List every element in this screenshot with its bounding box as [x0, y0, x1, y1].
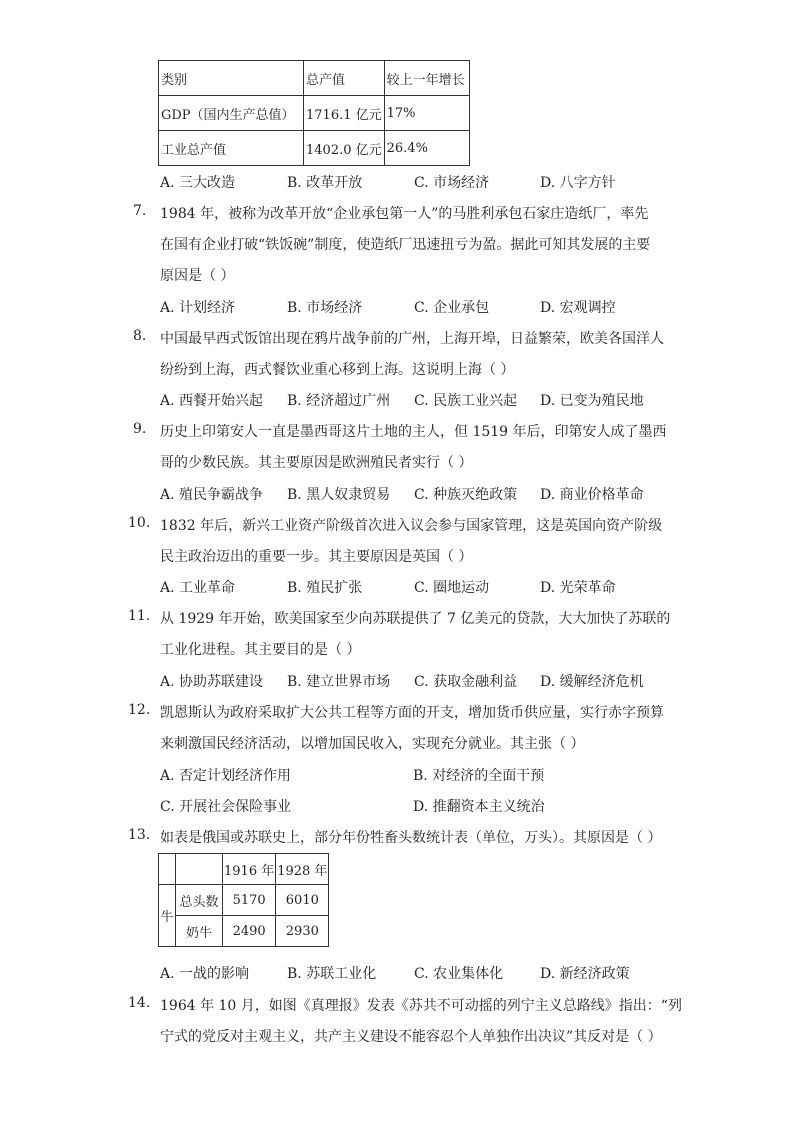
option-a: A. 三大改造 — [160, 175, 236, 191]
question-number: 13. — [128, 827, 151, 843]
question-text-line: 原因是（ ） — [160, 268, 235, 284]
question-text-line: 如表是俄国或苏联史上，部分年份牲畜头数统计表（单位，万头）。其原因是（ ） — [160, 830, 662, 846]
question-text-line: 凯恩斯认为政府采取扩大公共工程等方面的开支，增加货币供应量，实行赤字预算 — [160, 705, 664, 721]
livestock-table — [158, 853, 329, 947]
question-number: 9. — [133, 421, 147, 437]
option-b: B. 对经济的全面干预 — [413, 768, 545, 784]
option-b: B. 改革开放 — [287, 175, 363, 191]
option-c: C. 农业集体化 — [414, 966, 504, 982]
table-cell: 6010 — [276, 885, 329, 916]
option-b: B. 殖民扩张 — [287, 580, 363, 596]
question-text-line: 1984 年，被称为改革开放“企业承包第一人”的马胜利承包石家庄造纸厂，率先 — [160, 206, 649, 222]
option-c: C. 圈地运动 — [414, 580, 490, 596]
option-b: B. 黑人奴隶贸易 — [287, 487, 391, 503]
question-text-line: 来刺激国民经济活动，以增加国民收入，实现充分就业。其主张（ ） — [160, 736, 585, 752]
option-d: D. 商业价格革命 — [540, 487, 644, 503]
option-c: C. 获取金融利益 — [414, 674, 518, 690]
table-cell: 1402.0 亿元 — [304, 131, 385, 166]
question-text-line: 1832 年后，新兴工业资产阶级首次进入议会参与国家管理，这是英国向资产阶级 — [160, 518, 663, 534]
option-c: C. 种族灭绝政策 — [414, 487, 518, 503]
question-number: 10. — [128, 515, 151, 531]
option-c: C. 民族工业兴起 — [414, 393, 518, 409]
table-cell: 26.4% — [384, 131, 469, 166]
option-a: A. 一战的影响 — [160, 966, 250, 982]
table-row — [159, 916, 329, 947]
option-c: C. 市场经济 — [414, 175, 490, 191]
option-b: B. 市场经济 — [287, 300, 363, 316]
table-cell: 1716.1 亿元 — [304, 96, 385, 131]
question-number: 11. — [128, 608, 151, 624]
table-row — [159, 885, 329, 916]
question-text-line: 工业化进程。其主要目的是（ ） — [160, 642, 361, 658]
table-header-cell: 1916 年 — [223, 854, 276, 885]
question-text-line: 从 1929 年开始，欧美国家至少向苏联提供了 7 亿美元的贷款，大大加快了苏联的 — [160, 611, 671, 627]
table-cell: GDP（国内生产总值） — [159, 96, 304, 131]
option-b: B. 建立世界市场 — [287, 674, 391, 690]
table-empty-cell — [176, 854, 223, 885]
question-number: 14. — [128, 995, 151, 1011]
option-a: A. 殖民争霸战争 — [160, 487, 264, 503]
option-d: D. 八字方针 — [540, 175, 616, 191]
question-text-line: 历史上印第安人一直是墨西哥这片土地的主人，但 1519 年后，印第安人成了墨西 — [160, 424, 667, 440]
economy-table — [158, 60, 470, 166]
question-text-line: 宁式的党反对主观主义，共产主义建设不能容忍个人单独作出决议”其反对是（ ） — [160, 1029, 662, 1045]
table-cell: 总头数 — [176, 885, 223, 916]
question-text-line: 在国有企业打破“铁饭碗”制度，使造纸厂迅速扭亏为盈。据此可知其发展的主要 — [160, 237, 651, 253]
option-d: D. 缓解经济危机 — [540, 674, 644, 690]
question-number: 8. — [133, 328, 147, 344]
question-text-line: 哥的少数民族。其主要原因是欧洲殖民者实行（ ） — [160, 455, 473, 471]
table-row — [159, 131, 470, 166]
option-d: D. 宏观调控 — [540, 300, 616, 316]
table-cell: 工业总产值 — [159, 131, 304, 166]
option-c: C. 企业承包 — [414, 300, 490, 316]
table-header-cell: 1928 年 — [276, 854, 329, 885]
option-a: A. 计划经济 — [160, 300, 236, 316]
question-number: 12. — [128, 702, 151, 718]
option-a: A. 否定计划经济作用 — [160, 768, 292, 784]
question-number: 7. — [133, 203, 147, 219]
table-header-cell: 类别 — [159, 61, 304, 96]
option-d: D. 新经济政策 — [540, 966, 630, 982]
option-b: B. 经济超过广州 — [287, 393, 391, 409]
question-text-line: 1964 年 10 月，如图《真理报》发表《苏共不可动摇的列宁主义总路线》指出：“列 — [160, 998, 682, 1014]
table-cell: 17% — [384, 96, 469, 131]
table-cell: 2930 — [276, 916, 329, 947]
option-c: C. 开展社会保险事业 — [160, 799, 292, 815]
question-text-line: 纷纷到上海，西式餐饮业重心移到上海。这说明上海（ ） — [160, 362, 515, 378]
option-a: A. 工业革命 — [160, 580, 236, 596]
question-text-line: 中国最早西式饭馆出现在鸦片战争前的广州，上海开埠，日益繁荣，欧美各国洋人 — [160, 331, 664, 347]
option-b: B. 苏联工业化 — [287, 966, 377, 982]
table-cell: 2490 — [223, 916, 276, 947]
table-header-cell: 较上一年增长 — [384, 61, 469, 96]
question-text-line: 民主政治迈出的重要一步。其主要原因是英国（ ） — [160, 549, 473, 565]
option-d: D. 推翻资本主义统治 — [413, 799, 545, 815]
table-cell: 奶牛 — [176, 916, 223, 947]
table-cell: 5170 — [223, 885, 276, 916]
table-header-row — [159, 61, 470, 96]
table-empty-cell — [159, 854, 176, 885]
option-d: D. 已变为殖民地 — [540, 393, 644, 409]
table-header-cell: 总产值 — [304, 61, 385, 96]
table-row — [159, 96, 470, 131]
option-a: A. 协助苏联建设 — [160, 674, 264, 690]
table-group-cell: 牛 — [159, 885, 176, 947]
option-d: D. 光荣革命 — [540, 580, 616, 596]
option-a: A. 西餐开始兴起 — [160, 393, 264, 409]
table-header-row — [159, 854, 329, 885]
